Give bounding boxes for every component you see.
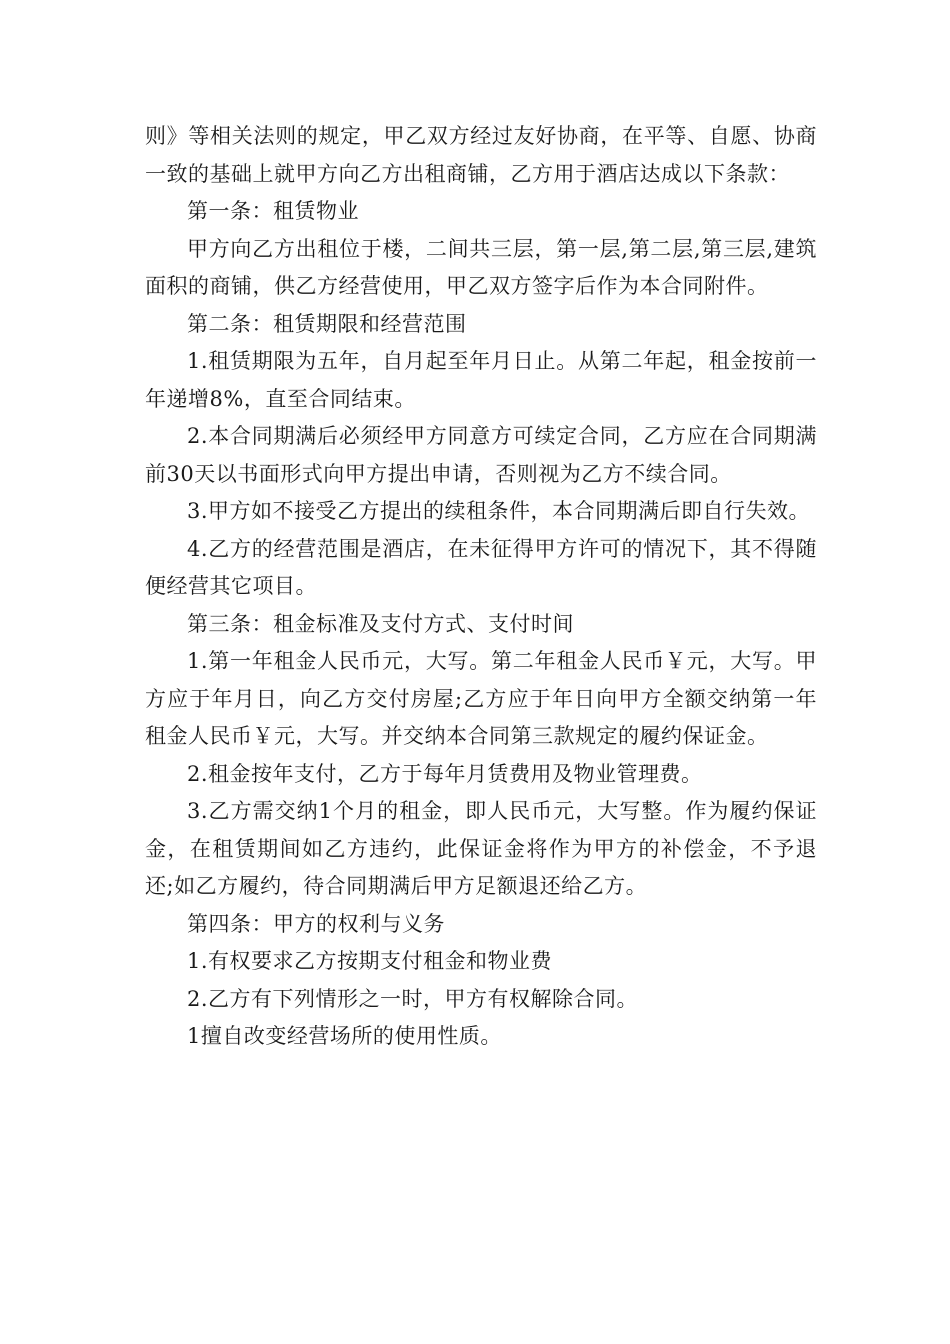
article-2-clause-3: 3.甲方如不接受乙方提出的续租条件，本合同期满后即自行失效。 (187, 499, 811, 523)
article-2-clause-2: 2.本合同期满后必须经甲方同意方可续定合同，乙方应在合同期满前30天以书面形式向甲方提出申请，否则视为乙方不续合同。 (145, 424, 817, 486)
article-2-clause-4: 4.乙方的经营范围是酒店，在未征得甲方许可的情况下，其不得随便经营其它项目。 (145, 536, 817, 598)
paragraph-intro: 则》等相关法则的规定，甲乙双方经过友好协商，在平等、自愿、协商一致的基础上就甲方向乙方出租商铺，乙方用于酒店达成以下条款： (145, 124, 817, 186)
article-3-heading: 第三条：租金标准及支付方式、支付时间 (187, 611, 574, 636)
article-1-body: 甲方向乙方出租位于楼，二间共三层，第一层,第二层,第三层,建筑面积的商铺，供乙方经营使用，甲乙双方签字后作为本合同附件。 (145, 236, 817, 298)
article-4-clause-1: 1.有权要求乙方按期支付租金和物业费 (187, 949, 553, 973)
article-4-clause-2: 2.乙方有下列情形之一时，甲方有权解除合同。 (187, 986, 639, 1011)
article-4-heading: 第四条：甲方的权利与义务 (187, 911, 445, 936)
article-3-clause-3: 3.乙方需交纳1个月的租金，即人民币元，大写整。作为履约保证金，在租赁期间如乙方违约，此保证金将作为甲方的补偿金，不予退还;如乙方履约，待合同期满后甲方足额退还给乙方。 (145, 799, 817, 898)
article-4-subclause-1: 1擅自改变经营场所的使用性质。 (187, 1024, 502, 1048)
article-3-clause-2: 2.租金按年支付，乙方于每年月赁费用及物业管理费。 (187, 761, 703, 786)
article-3-clause-1: 1.第一年租金人民币元，大写。第二年租金人民币￥元，大写。甲方应于年月日，向乙方交付房屋;乙方应于年日向甲方全额交纳第一年租金人民币￥元，大写。并交纳本合同第三款规定的履约保证金。 (145, 649, 817, 748)
article-2-heading: 第二条：租赁期限和经营范围 (187, 311, 467, 336)
article-2-clause-1: 1.租赁期限为五年，自月起至年月日止。从第二年起，租金按前一年递增8%，直至合同结束。 (145, 349, 817, 411)
document-body (145, 118, 817, 1056)
article-1-heading: 第一条：租赁物业 (187, 199, 359, 223)
